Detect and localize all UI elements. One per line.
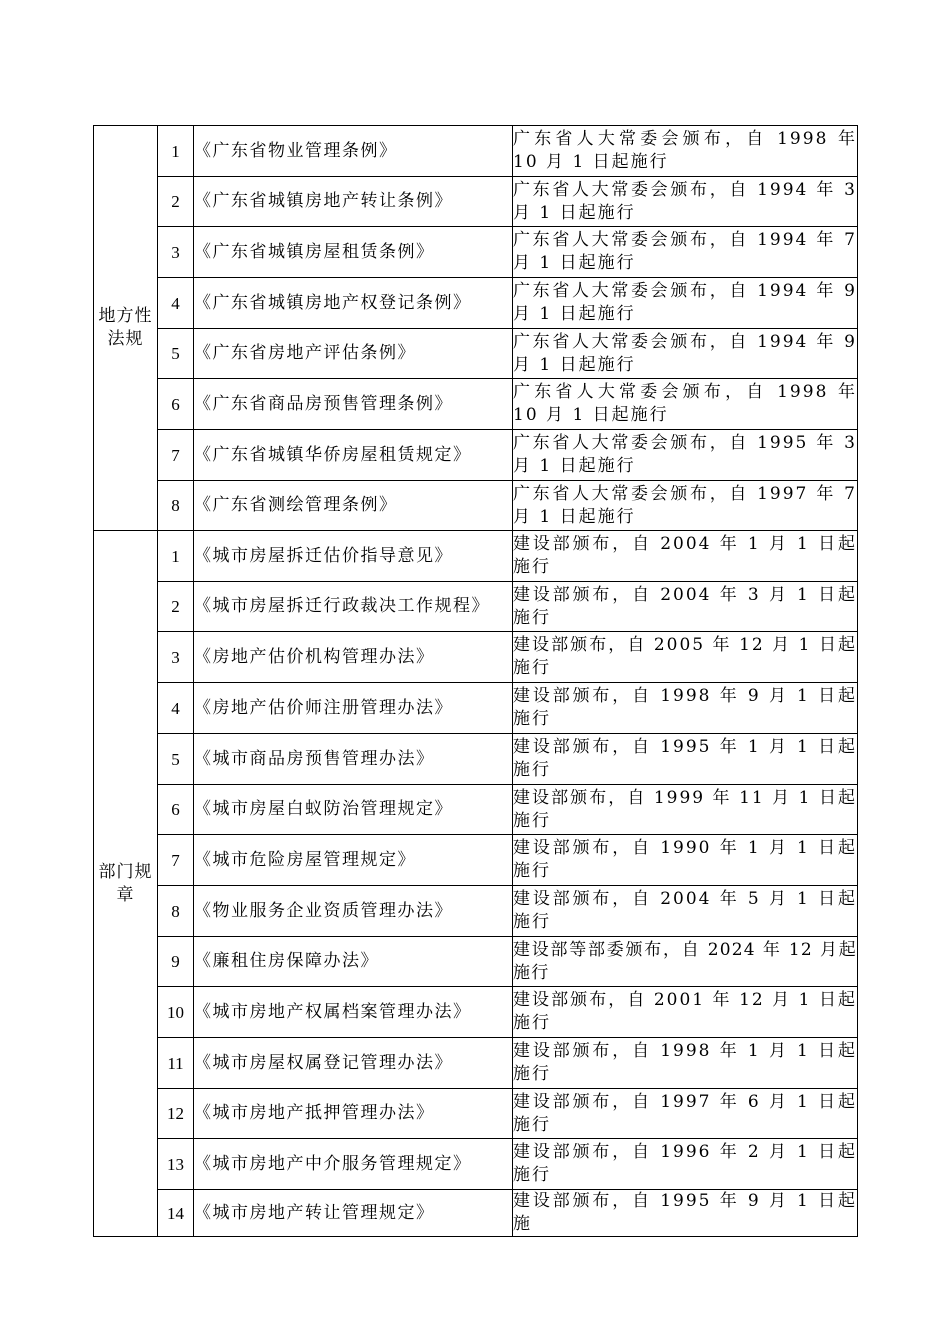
table-row [94,632,858,683]
row-number: 6 [158,379,194,430]
table-row [94,1038,858,1089]
row-number: 9 [158,937,194,987]
regulation-title: 《广东省城镇华侨房屋租赁规定》 [194,430,513,481]
regulations-table [93,125,858,1237]
category-label: 部门规章 [98,861,153,905]
regulation-note: 广东省人大常委会颁布，自 1997 年 7 月 1 日起施行 [513,481,858,531]
regulation-title: 《房地产估价机构管理办法》 [194,632,513,683]
category-cell [94,126,158,531]
table-row [94,734,858,785]
row-number: 11 [158,1038,194,1089]
row-number: 3 [158,632,194,683]
regulation-note: 广东省人大常委会颁布，自 1994 年 3 月 1 日起施行 [513,177,858,227]
regulation-title: 《城市房屋拆迁行政裁决工作规程》 [194,582,513,632]
table-row [94,126,858,177]
row-number: 1 [158,126,194,177]
table-row [94,1190,858,1237]
table-row [94,227,858,278]
row-number: 1 [158,531,194,582]
regulation-note: 广东省人大常委会颁布，自 1994 年 9 月 1 日起施行 [513,329,858,379]
regulation-note: 广东省人大常委会颁布，自 1998 年 10 月 1 日起施行 [513,126,858,177]
table-row [94,177,858,227]
regulation-title: 《城市房地产转让管理规定》 [194,1190,513,1237]
regulation-note: 建设部颁布，自 1995 年 1 月 1 日起施行 [513,734,858,785]
regulation-title: 《广东省物业管理条例》 [194,126,513,177]
regulation-note: 广东省人大常委会颁布，自 1998 年 10 月 1 日起施行 [513,379,858,430]
regulation-note: 建设部颁布，自 1998 年 1 月 1 日起施行 [513,1038,858,1089]
row-number: 12 [158,1089,194,1139]
table-row [94,481,858,531]
regulation-note: 建设部颁布，自 2004 年 1 月 1 日起施行 [513,531,858,582]
regulation-title: 《城市房地产中介服务管理规定》 [194,1139,513,1190]
category-label: 地方性法规 [98,306,153,349]
regulation-note: 建设部颁布，自 1990 年 1 月 1 日起施行 [513,835,858,886]
regulation-title: 《廉租住房保障办法》 [194,937,513,987]
regulation-title: 《广东省城镇房地产转让条例》 [194,177,513,227]
regulation-title: 《城市危险房屋管理规定》 [194,835,513,886]
regulation-title: 《城市房地产权属档案管理办法》 [194,987,513,1038]
regulation-title: 《房地产估价师注册管理办法》 [194,683,513,734]
regulation-note: 建设部颁布，自 1997 年 6 月 1 日起施行 [513,1089,858,1139]
regulation-note: 广东省人大常委会颁布，自 1995 年 3 月 1 日起施行 [513,430,858,481]
table-row [94,1089,858,1139]
row-number: 8 [158,481,194,531]
table-row [94,1139,858,1190]
regulation-note: 建设部颁布，自 1998 年 9 月 1 日起施行 [513,683,858,734]
table-row [94,329,858,379]
regulation-title: 《城市房屋白蚁防治管理规定》 [194,785,513,835]
regulation-title: 《物业服务企业资质管理办法》 [194,886,513,937]
row-number: 8 [158,886,194,937]
table-row [94,886,858,937]
table-row [94,987,858,1038]
regulation-note: 广东省人大常委会颁布，自 1994 年 7 月 1 日起施行 [513,227,858,278]
table-row [94,937,858,987]
row-number: 2 [158,582,194,632]
row-number: 14 [158,1190,194,1237]
row-number: 13 [158,1139,194,1190]
row-number: 7 [158,430,194,481]
row-number: 3 [158,227,194,278]
regulation-note: 广东省人大常委会颁布，自 1994 年 9 月 1 日起施行 [513,278,858,329]
regulation-title: 《广东省测绘管理条例》 [194,481,513,531]
table-row [94,785,858,835]
category-cell [94,531,158,1237]
regulation-note: 建设部颁布，自 1996 年 2 月 1 日起施行 [513,1139,858,1190]
row-number: 5 [158,734,194,785]
row-number: 4 [158,683,194,734]
regulation-title: 《广东省房地产评估条例》 [194,329,513,379]
row-number: 10 [158,987,194,1038]
row-number: 5 [158,329,194,379]
row-number: 4 [158,278,194,329]
regulation-title: 《广东省城镇房地产权登记条例》 [194,278,513,329]
regulation-title: 《广东省城镇房屋租赁条例》 [194,227,513,278]
table-row [94,531,858,582]
table-row [94,379,858,430]
row-number: 2 [158,177,194,227]
table-row [94,683,858,734]
regulation-note: 建设部颁布，自 1999 年 11 月 1 日起施行 [513,785,858,835]
regulations-table-body [94,126,858,1237]
regulation-note: 建设部颁布，自 2004 年 3 月 1 日起施行 [513,582,858,632]
regulation-title: 《城市商品房预售管理办法》 [194,734,513,785]
regulation-title: 《城市房地产抵押管理办法》 [194,1089,513,1139]
regulation-note: 建设部颁布，自 1995 年 9 月 1 日起施 [513,1190,858,1237]
table-row [94,835,858,886]
row-number: 6 [158,785,194,835]
table-row [94,430,858,481]
table-row [94,278,858,329]
regulation-note: 建设部颁布，自 2005 年 12 月 1 日起施行 [513,632,858,683]
table-row [94,582,858,632]
row-number: 7 [158,835,194,886]
regulation-note: 建设部颁布，自 2001 年 12 月 1 日起施行 [513,987,858,1038]
regulation-title: 《城市房屋拆迁估价指导意见》 [194,531,513,582]
regulation-note: 建设部等部委颁布，自 2024 年 12 月起施行 [513,937,858,987]
regulation-title: 《广东省商品房预售管理条例》 [194,379,513,430]
regulation-title: 《城市房屋权属登记管理办法》 [194,1038,513,1089]
regulation-note: 建设部颁布，自 2004 年 5 月 1 日起施行 [513,886,858,937]
